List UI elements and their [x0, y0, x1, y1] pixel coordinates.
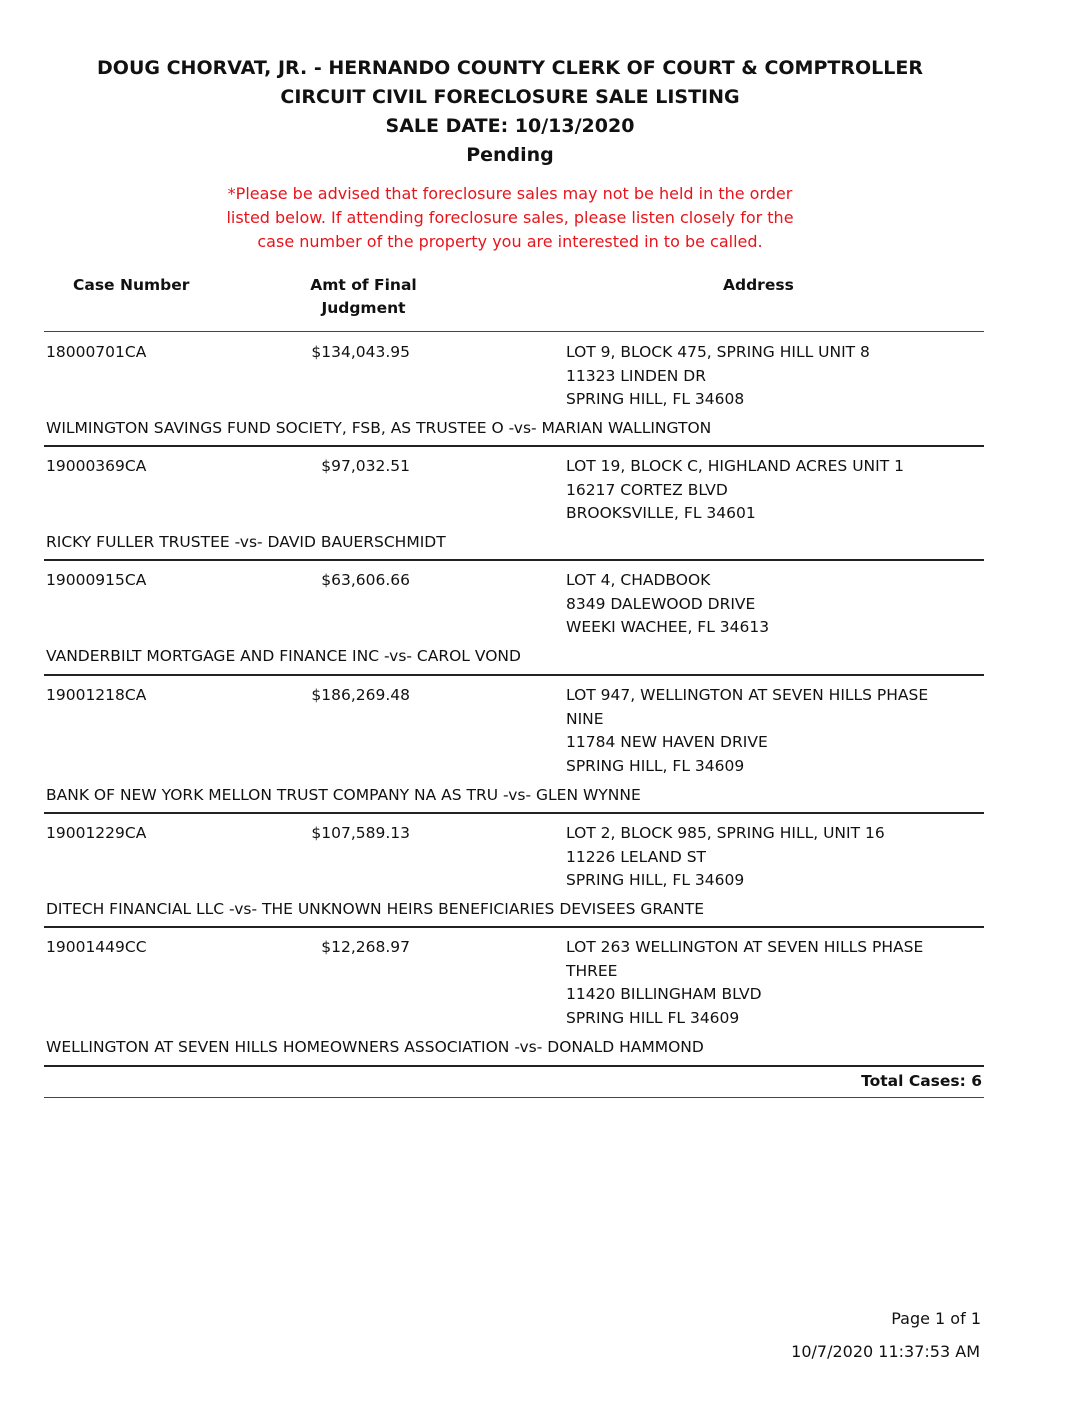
clerk-title: DOUG CHORVAT, JR. - HERNANDO COUNTY CLERK OF COURT & COMPTROLLER [97, 57, 923, 79]
notice-line: *Please be advised that foreclosure sales may not be held in the order [227, 184, 793, 203]
address-line: NINE [566, 709, 604, 728]
column-header-address: Address [723, 276, 794, 294]
column-header-case-number: Case Number [73, 276, 190, 294]
case-parties: VANDERBILT MORTGAGE AND FINANCE INC -vs- CAROL VOND [46, 647, 521, 666]
case-divider [44, 1065, 984, 1067]
address-line: SPRING HILL, FL 34608 [566, 390, 745, 409]
address-line: SPRING HILL, FL 34609 [566, 871, 745, 890]
address-line: 11420 BILLINGHAM BLVD [566, 985, 762, 1004]
case-divider [44, 812, 984, 814]
advisory-notice [0, 182, 1020, 254]
header-divider [44, 331, 984, 332]
page-number: Page 1 of 1 [891, 1309, 981, 1328]
case-number: 18000701CA [46, 343, 147, 361]
address-line: 11784 NEW HAVEN DRIVE [566, 733, 768, 752]
case-number: 19000915CA [46, 571, 147, 589]
address-line: LOT 19, BLOCK C, HIGHLAND ACRES UNIT 1 [566, 457, 904, 475]
judgment-amount: $12,268.97 [321, 938, 410, 956]
case-parties: BANK OF NEW YORK MELLON TRUST COMPANY NA AS TRU -vs- GLEN WYNNE [46, 785, 641, 804]
case-parties: WELLINGTON AT SEVEN HILLS HOMEOWNERS ASSOCIATION -vs- DONALD HAMMOND [46, 1037, 704, 1056]
judgment-amount: $107,589.13 [311, 824, 410, 842]
column-header-amount [286, 274, 441, 320]
address-line: BROOKSVILLE, FL 34601 [566, 504, 756, 523]
address-line: 16217 CORTEZ BLVD [566, 480, 728, 499]
total-divider [44, 1097, 984, 1098]
column-header-amount-line1: Amt of Final [310, 276, 417, 294]
address-line: THREE [566, 961, 618, 980]
address-line: SPRING HILL FL 34609 [566, 1009, 740, 1028]
notice-line: listed below. If attending foreclosure sales, please listen closely for the [226, 208, 794, 227]
case-parties: DITECH FINANCIAL LLC -vs- THE UNKNOWN HEIRS BENEFICIARIES DEVISEES GRANTE [46, 900, 705, 919]
case-number: 19000369CA [46, 457, 147, 475]
address-line: 8349 DALEWOOD DRIVE [566, 594, 756, 613]
case-parties: WILMINGTON SAVINGS FUND SOCIETY, FSB, AS TRUSTEE O -vs- MARIAN WALLINGTON [46, 419, 712, 438]
status-label: Pending [466, 144, 554, 166]
column-header-amount-line2: Judgment [321, 299, 406, 317]
address-line: WEEKI WACHEE, FL 34613 [566, 618, 770, 637]
report-header [0, 54, 1020, 170]
print-timestamp: 10/7/2020 11:37:53 AM [791, 1342, 980, 1361]
listing-title: CIRCUIT CIVIL FORECLOSURE SALE LISTING [280, 86, 740, 108]
sale-date: SALE DATE: 10/13/2020 [385, 115, 635, 137]
judgment-amount: $97,032.51 [321, 457, 410, 475]
address-line: LOT 9, BLOCK 475, SPRING HILL UNIT 8 [566, 343, 870, 361]
case-divider [44, 674, 984, 676]
notice-line: case number of the property you are interested in to be called. [257, 232, 763, 251]
case-number: 19001218CA [46, 686, 147, 704]
address-line: LOT 947, WELLINGTON AT SEVEN HILLS PHASE [566, 686, 929, 704]
case-divider [44, 445, 984, 447]
case-divider [44, 926, 984, 928]
case-divider [44, 559, 984, 561]
address-line: LOT 2, BLOCK 985, SPRING HILL, UNIT 16 [566, 824, 885, 842]
total-cases: Total Cases: 6 [861, 1072, 982, 1090]
address-line: LOT 4, CHADBOOK [566, 571, 711, 589]
case-number: 19001229CA [46, 824, 147, 842]
address-line: LOT 263 WELLINGTON AT SEVEN HILLS PHASE [566, 938, 924, 956]
address-line: 11323 LINDEN DR [566, 366, 706, 385]
case-number: 19001449CC [46, 938, 147, 956]
address-line: SPRING HILL, FL 34609 [566, 757, 745, 776]
case-parties: RICKY FULLER TRUSTEE -vs- DAVID BAUERSCHMIDT [46, 533, 446, 552]
judgment-amount: $134,043.95 [311, 343, 410, 361]
judgment-amount: $186,269.48 [311, 686, 410, 704]
address-line: 11226 LELAND ST [566, 847, 707, 866]
judgment-amount: $63,606.66 [321, 571, 410, 589]
